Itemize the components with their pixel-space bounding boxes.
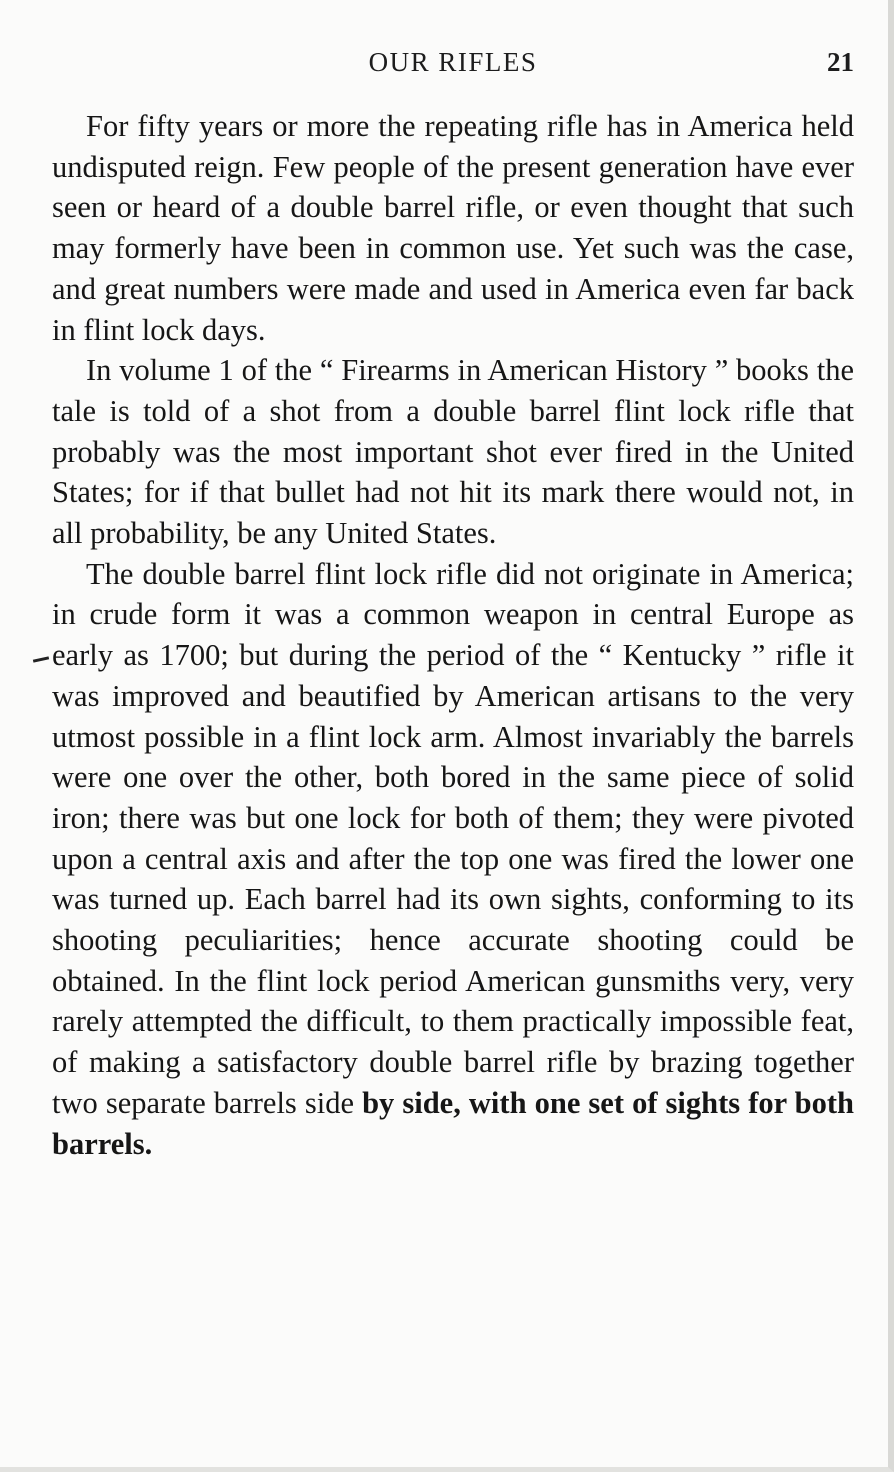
paragraph-3 — [52, 554, 854, 1165]
margin-dash-mark — [33, 656, 49, 662]
paragraph-3-text: The double barrel flint lock rifle did not originate in America; in crude form it was a common weapon in central Europe as early as 1700; but during the period of the “ Kentucky ” rifle it was improved and beautified by American artisans to the very utmost possible in a flint lock arm. Almost invariably the barrels were one over the other, both bored in the same piece of solid iron; there was but one lock for both of them; they were pivoted upon a central axis and after the top one was fired the lower one was turned up. Each barrel had its own sights, conforming to its shooting peculiarities; hence accurate shooting could be obtained. In the flint lock period American gunsmiths very, very rarely attempted the difficult, to them practically impossible feat, of making a satisfactory double barrel rifle by brazing together two separate barrels side — [52, 556, 854, 1120]
page-header — [52, 47, 854, 87]
body-text — [52, 106, 854, 1164]
paragraph-3-last-line: by side, with one set of sights for both barrels. — [52, 1085, 855, 1161]
running-title: OUR RIFLES — [368, 47, 538, 77]
paragraph-1: For fifty years or more the repeating rifle has in America held undisputed reign. Few people of the present generation have ever seen or heard of a double barrel rifle, or even thought that such may formerly have been in common use. Yet such was the case, and great numbers were made and used in America even far back in flint lock days. — [52, 109, 854, 347]
page-number: 21 — [827, 47, 854, 77]
paragraph-2: In volume 1 of the “ Firearms in American History ” books the tale is told of a shot from a double barrel flint lock rifle that probably was the most important shot ever fired in the United States; for if that bullet had not hit its mark there would not, in all probability, be any United States. — [52, 353, 854, 551]
